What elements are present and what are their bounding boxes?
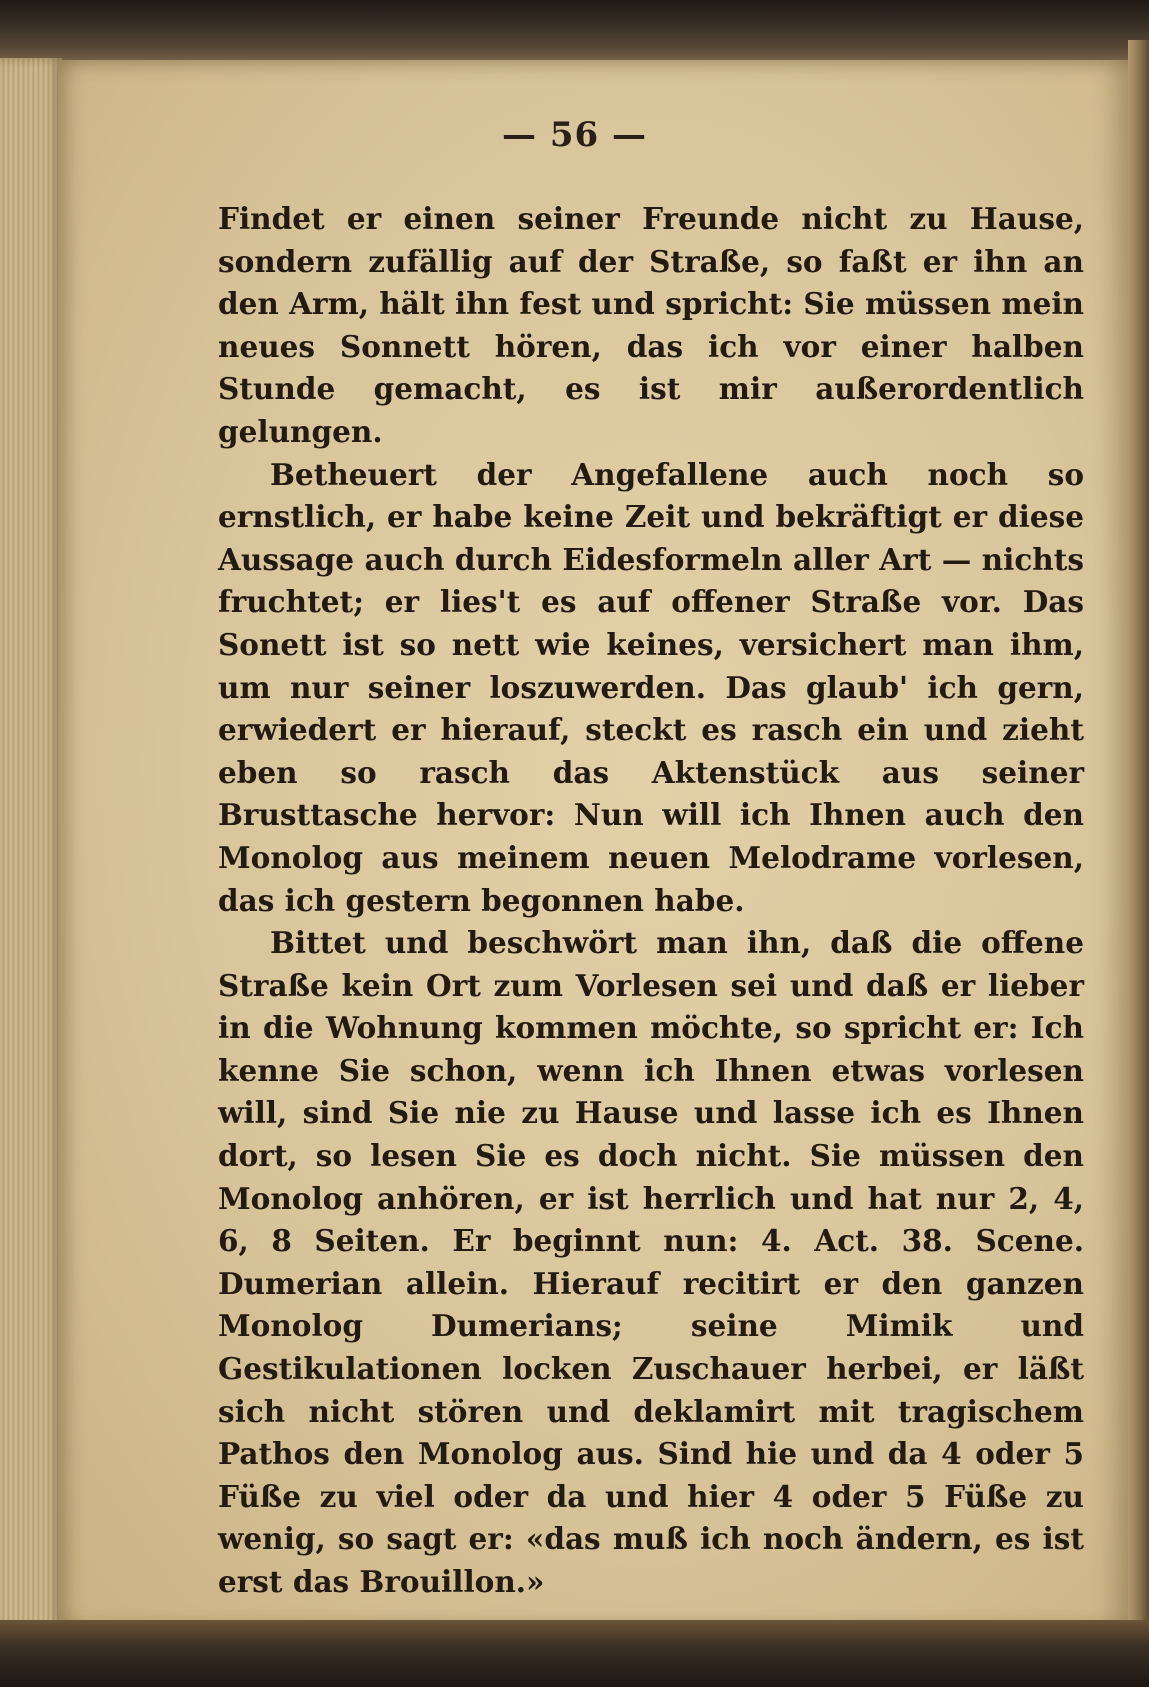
book-top-edge [0, 0, 1149, 62]
page-number: — 56 — [502, 115, 647, 155]
paragraph: Bittet und beschwört man ihn, daß die offene Straße kein Ort zum Vorlesen sei und daß er lieber in die Wohnung kommen möchte, so spricht er: Ich kenne Sie schon, wenn ich Ihnen etwas vorlesen will, sind Sie nie zu Hause und lasse ich es Ihnen dort, so lesen Sie es doch nicht. Sie müssen den Monolog anhören, er ist herrlich und hat nur 2, 4, 6, 8 Seiten. Er beginnt nun: 4. Act. 38. Scene. Dumerian allein. Hierauf recitirt er den ganzen Monolog Dumerians; seine Mimik und Gestikulationen locken Zuschauer herbei, er läßt sich nicht stören und deklamirt mit tragischem Pathos den Monolog aus. Sind hie und da 4 oder 5 Füße zu viel oder da und hier 4 oder 5 Füße zu wenig, so sagt er: «das muß ich noch ändern, es ist erst das Brouillon.» [218, 925, 1084, 1599]
paragraph: Betheuert der Angefallene auch noch so ernstlich, er habe keine Zeit und bekräftigt er diese Aussage auch durch Eidesformeln aller Art — nichts fruchtet; er lies't es auf offener Straße vor. Das Sonett ist so nett wie keines, versichert man ihm, um nur seiner loszuwerden. Das glaub' ich gern, erwiedert er hierauf, steckt es rasch ein und zieht eben so rasch das Aktenstück aus seiner Brusttasche hervor: Nun will ich Ihnen auch den Monolog aus meinem neuen Melodrame vorlesen, das ich gestern begonnen habe. [218, 456, 1084, 918]
page-stack-left [0, 58, 62, 1628]
paragraph: Findet er einen seiner Freunde nicht zu Hause, sondern zufällig auf der Straße, so faßt er ihn an den Arm, hält ihn fest und spricht: Sie müssen mein neues Sonnett hören, das ich vor einer halben Stunde gemacht, es ist mir außerordentlich gelungen. [218, 201, 1084, 449]
book-right-edge [1128, 40, 1149, 1640]
body-text [218, 198, 1084, 1604]
book-bottom-edge [0, 1620, 1149, 1687]
